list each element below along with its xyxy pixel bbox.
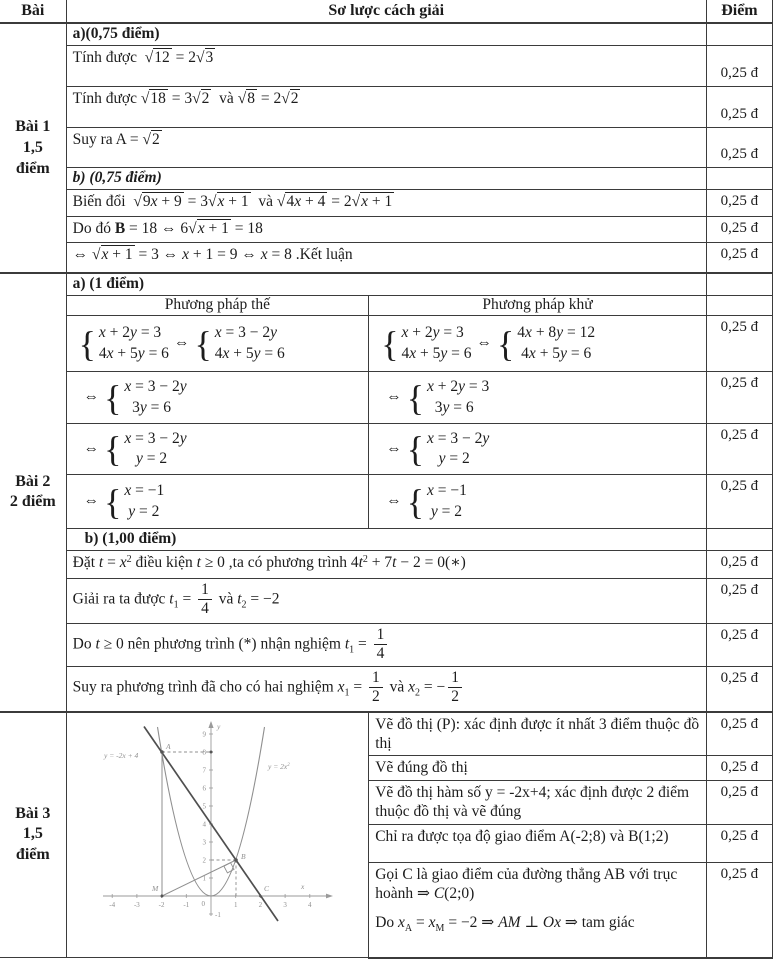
y-tick-label: 9 [202, 729, 206, 738]
score-cell: 0,25 đ [706, 863, 772, 958]
solution-cell: Giải ra ta được $t_1$ = $\frac{1}{4}$ và $t_2 = -2$ [66, 579, 706, 624]
solution-cell-elimination: { x + 2y = 3 4x + 5y = 6 ⇔ { 4x + 8y = 12 4x + 5y = 6 [369, 316, 707, 372]
section-label-bai-3: Bài 3 1,5 điểm [0, 712, 66, 958]
y-tick-label: 7 [202, 765, 206, 774]
x-tick-label: 4 [307, 900, 312, 909]
y-tick-label: 4 [202, 819, 206, 828]
y-tick-label: 3 [202, 837, 206, 846]
score-cell: 0,25 đ [706, 781, 772, 825]
point-label-c: C [263, 883, 269, 893]
score-cell: 0,25 đ [706, 189, 772, 216]
solution-cell: ⇔ √x + 1 = 3 ⇔ x + 1 = 9 ⇔ x = 8 .Kết luận [66, 242, 706, 273]
table-row [0, 372, 773, 424]
y-tick-label: 8 [202, 747, 206, 756]
table-row [0, 216, 773, 242]
column-header-solution: Sơ lược cách giải [66, 0, 706, 23]
table-row [0, 667, 773, 712]
score-cell: 0,25 đ [706, 712, 772, 756]
section-label-bai-2: Bài 2 2 điểm [0, 273, 66, 711]
score-cell: 0,25 đ [706, 86, 772, 127]
point-label-m: M [151, 883, 158, 893]
y-tick-label: 2 [202, 855, 206, 864]
section-label-bai-1: Bài 1 1,5 điểm [0, 23, 66, 273]
table-row [0, 551, 773, 579]
score-cell: 0,25 đ [706, 825, 772, 863]
solution-cell: Biến đổi √9x + 9 = 3√x + 1 và √4x + 4 = 2√x + 1 [66, 189, 706, 216]
graph-cell [66, 712, 369, 958]
parabola-equation-label: $y = 2x^2$ [267, 761, 290, 771]
solution-cell: Vẽ đồ thị (P): xác định được ít nhất 3 điểm thuộc đồ thị [369, 712, 707, 756]
solution-cell-substitution: ⇔ { x = −1 y = 2 [66, 475, 369, 529]
score-cell: 0,25 đ [706, 551, 772, 579]
subsection-header: a) (1 điểm) [66, 273, 706, 295]
solution-cell: Do t ≥ 0 nên phương trình (*) nhận nghiệm $t_1$ = $\frac{1}{4}$ [66, 624, 706, 667]
solution-cell-elimination: ⇔ { x + 2y = 3 3y = 6 [369, 372, 707, 424]
solution-cell: Suy ra phương trình đã cho có hai nghiệm $x_1$ = $\frac{1}{2}$ và $x_2$ = − $\frac{1}{2}$ [66, 667, 706, 712]
solution-cell: Tính được √12 = 2√3 [66, 45, 706, 86]
score-cell: 0,25 đ [706, 667, 772, 712]
x-axis-label: x [300, 881, 304, 891]
score-cell: 0,25 đ [706, 372, 772, 424]
score-cell: 0,25 đ [706, 756, 772, 781]
x-axis-arrow [326, 893, 333, 898]
score-cell: 0,25 đ [706, 579, 772, 624]
line-equation-label: y = -2x + 4 [103, 750, 138, 760]
point-label-b: B [240, 851, 246, 861]
solution-cell: Suy ra A = √2 [66, 127, 706, 167]
solution-cell: Vẽ đúng đồ thị [369, 756, 707, 781]
solution-cell: Gọi C là giao điểm của đường thẳng AB với trục hoành ⇒ C(2;0) Do $x_A = x_M = -2$ ⇒ AM ⊥ Ox ⇒ tam giác [369, 863, 707, 958]
table-row [0, 273, 773, 295]
y-tick-label: 5 [202, 801, 206, 810]
table-row [0, 712, 773, 756]
y-axis-label: y [216, 721, 220, 731]
score-cell [706, 273, 772, 295]
solution-cell: Đặt $t = x^2$ điều kiện t ≥ 0 ,ta có phương trình $4t^2 + 7t - 2$ = 0(∗) [66, 551, 706, 579]
score-cell: 0,25 đ [706, 424, 772, 475]
solution-cell-substitution: ⇔ { x = 3 − 2y 3y = 6 [66, 372, 369, 424]
subsection-header: b) (0,75 điểm) [66, 167, 706, 189]
table-row [0, 127, 773, 167]
solution-cell: Vẽ đồ thị hàm số y = -2x+4; xác định được 2 điểm thuộc đồ thị và vẽ đúng [369, 781, 707, 825]
score-cell [706, 529, 772, 551]
solution-cell-substitution: { x + 2y = 3 4x + 5y = 6 ⇔ { x = 3 − 2y 4x + 5y = 6 [66, 316, 369, 372]
score-cell [706, 23, 772, 45]
point-label-a: A [165, 741, 171, 751]
table-row [0, 579, 773, 624]
x-tick-label: 3 [282, 900, 287, 909]
x-tick-label: -1 [183, 900, 189, 909]
x-tick-label: -2 [158, 900, 165, 909]
table-row [0, 189, 773, 216]
dashed-guides [162, 752, 236, 896]
table-row [0, 23, 773, 45]
column-header-bai: Bài [0, 0, 66, 23]
table-row [0, 296, 773, 316]
score-cell: 0,25 đ [706, 242, 772, 273]
table-row [0, 167, 773, 189]
solution-cell-elimination: ⇔ { x = −1 y = 2 [369, 475, 707, 529]
score-cell: 0,25 đ [706, 316, 772, 372]
y-axis-arrow [208, 721, 213, 728]
table-row [0, 86, 773, 127]
x-tick-label: -4 [108, 900, 115, 909]
header-row [0, 0, 773, 23]
x-tick-label: -3 [133, 900, 140, 909]
score-cell [706, 167, 772, 189]
y-tick-label: 1 [202, 873, 206, 882]
score-cell: 0,25 đ [706, 127, 772, 167]
y-tick-label: 6 [202, 783, 206, 792]
score-cell: 0,25 đ [706, 475, 772, 529]
function-graph [100, 713, 369, 939]
table-row [0, 316, 773, 372]
solution-cell: Do đó B = 18 ⇔ 6√x + 1 = 18 [66, 216, 706, 242]
x-tick-label: 2 [258, 900, 262, 909]
column-header-score: Điểm [706, 0, 772, 23]
table-row [0, 242, 773, 273]
table-row [0, 624, 773, 667]
method-column-left-header: Phương pháp thế [66, 296, 369, 316]
solution-cell: Chỉ ra được tọa độ giao điểm A(-2;8) và B(1;2) [369, 825, 707, 863]
score-cell: 0,25 đ [706, 45, 772, 86]
x-tick-label: 1 [233, 900, 238, 909]
table-row [0, 529, 773, 551]
score-cell [706, 296, 772, 316]
y-neg-tick-label: -1 [214, 910, 221, 919]
solution-cell-substitution: ⇔ { x = 3 − 2y y = 2 [66, 424, 369, 475]
method-column-right-header: Phương pháp khử [369, 296, 707, 316]
subsection-header: b) (1,00 điểm) [66, 529, 706, 551]
table-row [0, 424, 773, 475]
score-cell: 0,25 đ [706, 624, 772, 667]
subsection-header: a)(0,75 điểm) [66, 23, 706, 45]
table-row [0, 475, 773, 529]
solution-cell-elimination: ⇔ { x = 3 − 2y y = 2 [369, 424, 707, 475]
score-cell: 0,25 đ [706, 216, 772, 242]
origin-label: 0 [201, 899, 205, 908]
table-row [0, 45, 773, 86]
solution-cell: Tính được √18 = 3√2 và √8 = 2√2 [66, 86, 706, 127]
